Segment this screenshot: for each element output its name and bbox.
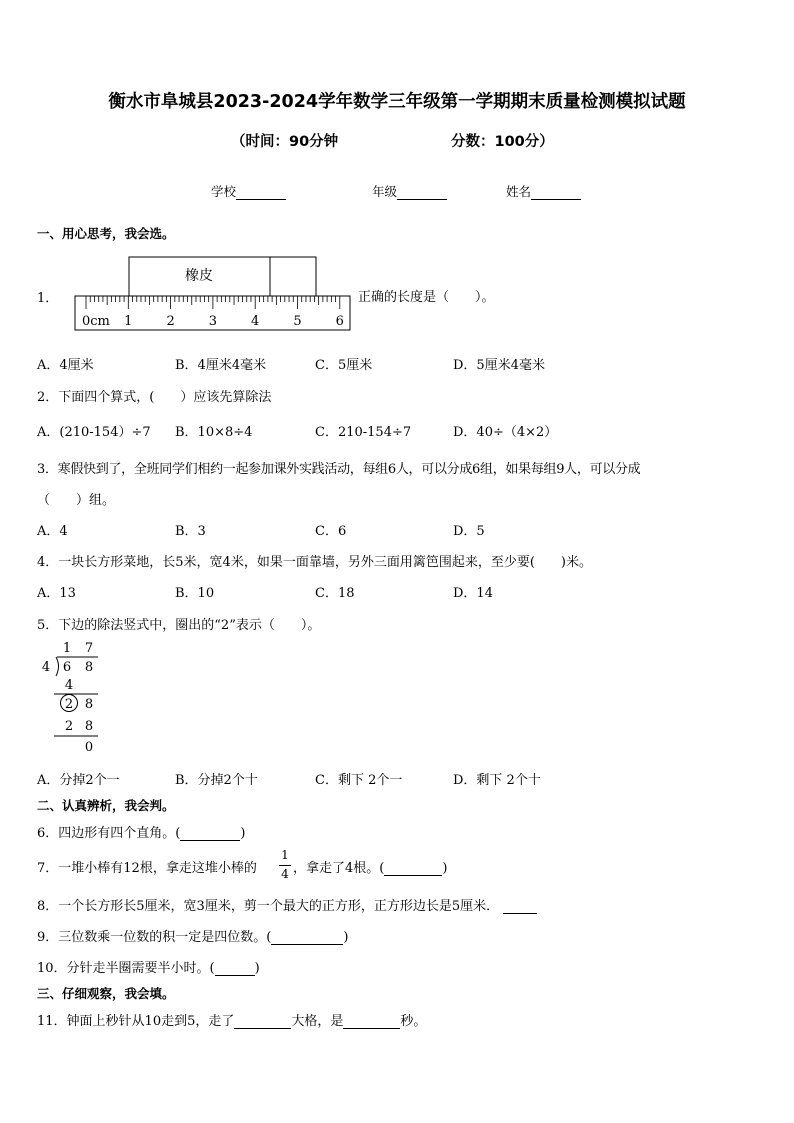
page-title: 衡水市阜城县2023-2024学年数学三年级第一学期期末质量检测模拟试题 <box>108 92 686 112</box>
q4-option-c[interactable]: C．18 <box>315 586 355 601</box>
ruler-label: 4 <box>251 314 260 329</box>
long-division-figure <box>36 638 106 758</box>
q1-option-d[interactable]: D．5厘米4毫米 <box>453 358 545 373</box>
q4-option-d[interactable]: D．14 <box>453 586 493 601</box>
q2-option-a[interactable]: A．(210-154）÷7 <box>37 425 151 440</box>
q6-question: 6．四边形有四个直角。( ) <box>37 826 246 841</box>
name-label: 姓名 <box>506 184 532 199</box>
circled-remainder: 2 <box>64 697 74 712</box>
q5-option-b[interactable]: B．分掉2个十 <box>175 773 258 788</box>
ruler-ticks <box>86 296 340 309</box>
q4-question: 4．一块长方形菜地，长5米，宽4米，如果一面靠墙，另外三面用篱笆围起来，至少要( )米。 <box>37 555 592 570</box>
q11-blank-2[interactable] <box>343 1015 400 1029</box>
q4-option-a[interactable]: A．13 <box>37 586 76 601</box>
section-3-heading: 三、仔细观察，我会填。 <box>37 986 175 1001</box>
fraction-numerator: 1 <box>281 848 289 862</box>
q11-blank-1[interactable] <box>234 1015 291 1029</box>
q1-question: 正确的长度是（ ）。 <box>358 290 495 305</box>
grade-field <box>372 182 447 200</box>
q5-option-c[interactable]: C．剩下 2个一 <box>315 773 403 788</box>
fraction-bar <box>279 865 291 866</box>
step1-product: 4 <box>64 678 74 693</box>
step2-ones: 8 <box>84 719 94 734</box>
fraction-denominator: 4 <box>281 867 289 881</box>
divisor: 4 <box>41 660 51 675</box>
section-1-heading: 一、用心思考，我会选。 <box>37 226 175 241</box>
ruler-figure <box>70 255 360 333</box>
step2-tens: 2 <box>64 719 74 734</box>
q8-answer-blank[interactable] <box>503 900 537 914</box>
school-blank[interactable] <box>236 187 286 200</box>
ruler-label: 6 <box>335 314 344 329</box>
quotient-tens: 1 <box>62 641 72 656</box>
quotient-ones: 7 <box>84 641 94 656</box>
q5-option-a[interactable]: A．分掉2个一 <box>37 773 120 788</box>
q2-option-d[interactable]: D．40÷（4×2） <box>453 425 558 440</box>
q2-option-b[interactable]: B．10×8÷4 <box>175 425 253 440</box>
q4-option-b[interactable]: B．10 <box>175 586 215 601</box>
ruler-label: 2 <box>166 314 175 329</box>
q6-answer-blank[interactable] <box>180 827 240 841</box>
ruler-label: 5 <box>293 314 302 329</box>
section-2-heading: 二、认真辨析，我会判。 <box>37 798 175 813</box>
q2-option-c[interactable]: C．210-154÷7 <box>315 425 412 440</box>
school-label: 学校 <box>211 184 237 199</box>
q7-tail: ，拿走了4根。( ) <box>293 861 448 876</box>
exam-time: （时间：90分钟 <box>231 134 339 150</box>
q3-question-line2: （ ）组。 <box>37 493 116 508</box>
division-bracket <box>56 657 59 676</box>
q10-answer-blank[interactable] <box>215 962 255 976</box>
q3-option-d[interactable]: D．5 <box>453 524 485 539</box>
final-remainder: 0 <box>84 740 94 755</box>
q5-question: 5．下边的除法竖式中，圈出的“2”表示（ ）。 <box>37 618 321 633</box>
q1-number: 1． <box>37 291 59 306</box>
q2-question: 2．下面四个算式，( ）应该先算除法 <box>37 390 272 405</box>
q9-answer-blank[interactable] <box>271 931 343 945</box>
q7-answer-blank[interactable] <box>384 862 442 876</box>
school-field <box>211 182 286 200</box>
name-field <box>506 182 581 200</box>
exam-score: 分数：100分） <box>451 134 554 150</box>
q3-option-a[interactable]: A．4 <box>37 524 68 539</box>
ruler-labels <box>82 314 344 329</box>
ruler-label: 0cm <box>82 314 110 329</box>
q8-question: 8．一个长方形长5厘米，宽3厘米，剪一个最大的正方形，正方形边长是5厘米． <box>37 895 537 914</box>
q3-option-c[interactable]: C．6 <box>315 524 347 539</box>
eraser-outline <box>129 257 316 296</box>
q11-question: 11．钟面上秒针从10走到5，走了 大格，是 秒。 <box>37 1014 427 1029</box>
q10-question: 10．分针走半圈需要半小时。( ) <box>37 961 260 976</box>
dividend-tens: 6 <box>62 660 72 675</box>
q1-option-b[interactable]: B．4厘米4毫米 <box>175 358 267 373</box>
eraser-label: 橡皮 <box>185 268 213 284</box>
ruler-label: 3 <box>208 314 218 329</box>
q9-question: 9．三位数乘一位数的积一定是四位数。( ) <box>37 930 349 945</box>
q1-option-a[interactable]: A．4厘米 <box>37 358 94 373</box>
q3-option-b[interactable]: B．3 <box>175 524 206 539</box>
grade-blank[interactable] <box>397 187 447 200</box>
name-blank[interactable] <box>531 187 581 200</box>
ruler-label: 1 <box>124 314 133 329</box>
q5-option-d[interactable]: D．剩下 2个十 <box>453 773 541 788</box>
dividend-ones: 8 <box>84 660 94 675</box>
grade-label: 年级 <box>372 184 398 199</box>
q3-question-line1: 3．寒假快到了，全班同学们相约一起参加课外实践活动，每组6人，可以分成6组，如果每组9人，可以分成 <box>37 462 641 477</box>
brought-down-digit: 8 <box>84 697 94 712</box>
q1-option-c[interactable]: C．5厘米 <box>315 358 373 373</box>
